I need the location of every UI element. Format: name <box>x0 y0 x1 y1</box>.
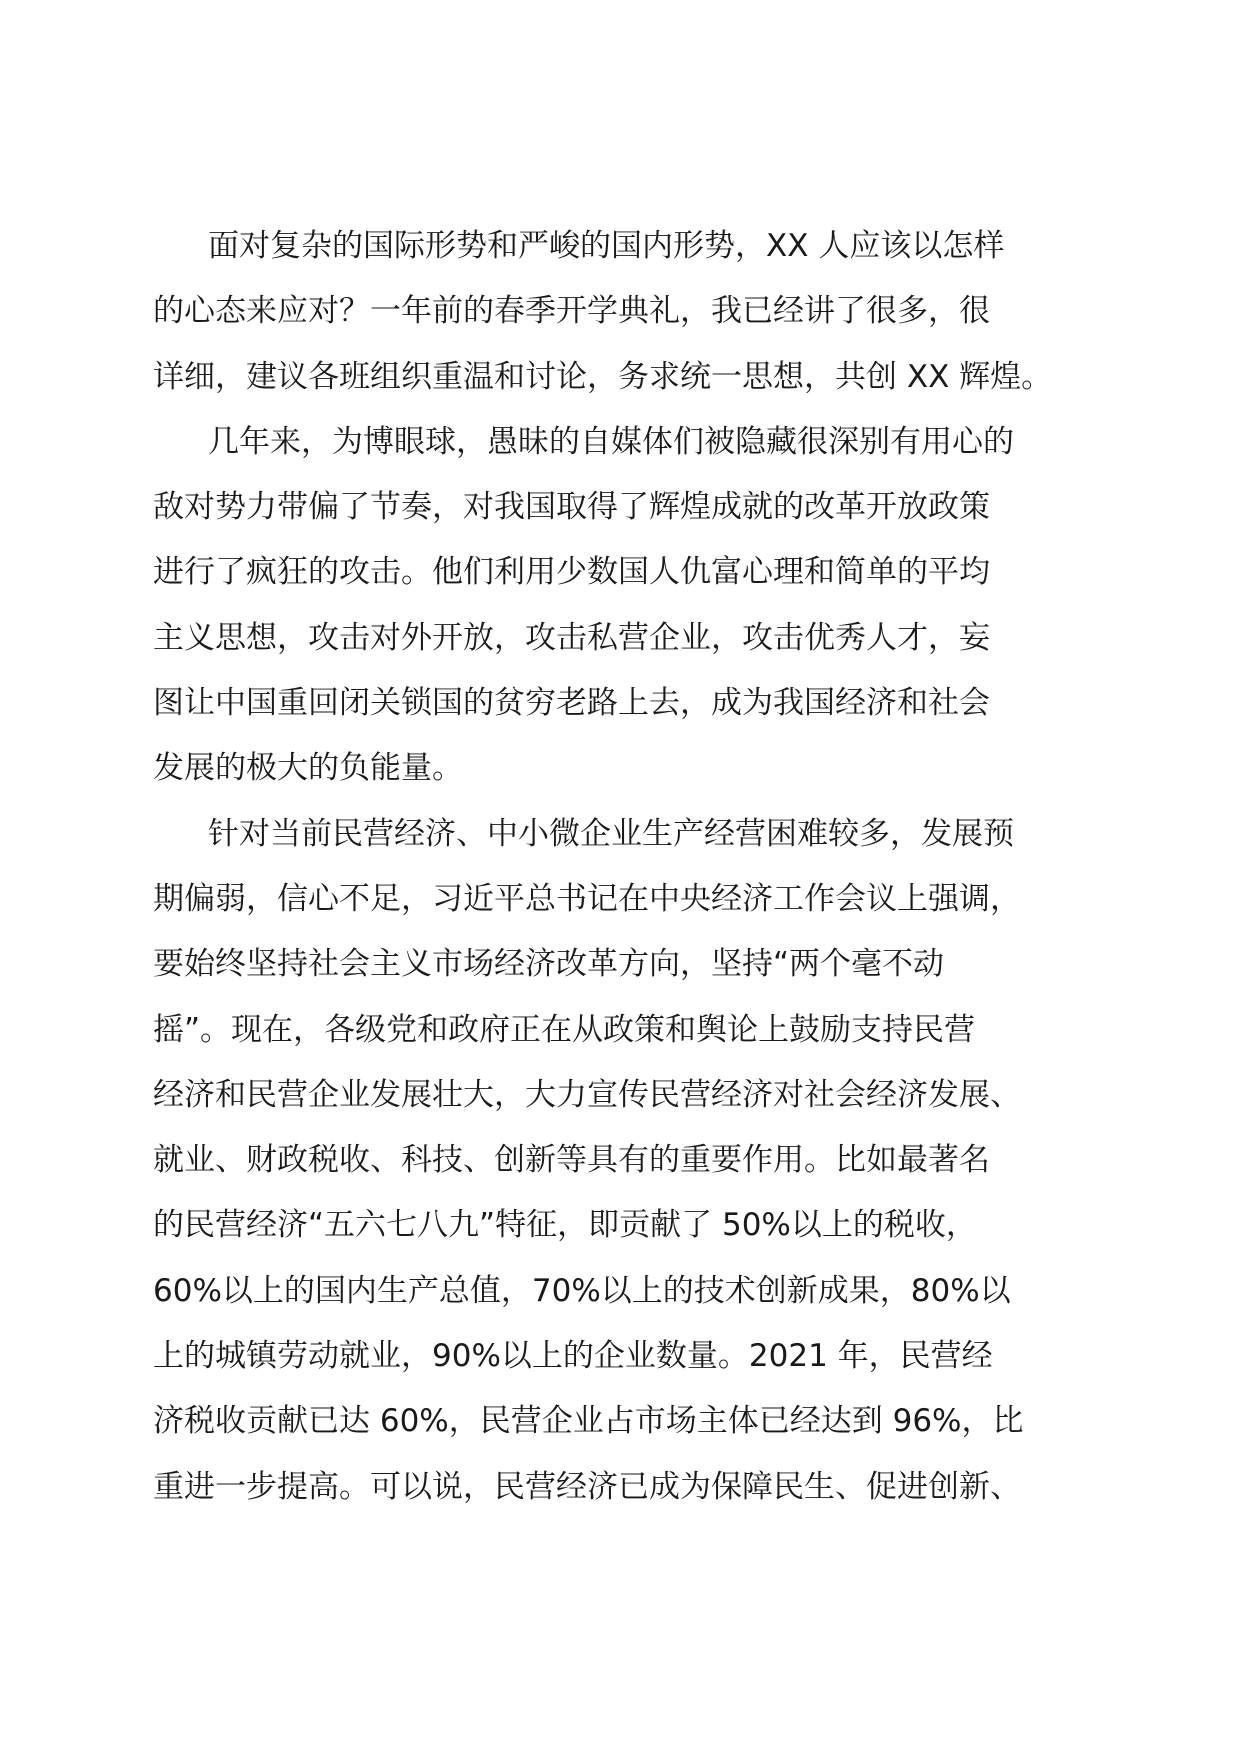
text-line: 的心态来应对？一年前的春季开学典礼，我已经讲了很多，很 <box>153 293 990 330</box>
paragraph-2 <box>153 410 1113 802</box>
text-line: 几年来，为博眼球，愚昧的自媒体们被隐藏很深别有用心的 <box>208 423 1014 460</box>
paragraph-3 <box>153 802 1113 1520</box>
text-line: 主义思想，攻击对外开放，攻击私营企业，攻击优秀人才，妄 <box>153 619 990 656</box>
text-line: 摇”。现在，各级党和政府正在从政策和舆论上鼓励支持民营 <box>153 1011 976 1048</box>
text-line: 上的城镇劳动就业，90%以上的企业数量。2021 年，民营经 <box>153 1338 993 1375</box>
text-line: 重进一步提高。可以说，民营经济已成为保障民生、促进创新、 <box>153 1468 1021 1505</box>
text-line: 期偏弱，信心不足，习近平总书记在中央经济工作会议上强调， <box>153 880 1021 917</box>
text-line: 60%以上的国内生产总值，70%以上的技术创新成果，80%以 <box>153 1272 1011 1309</box>
text-line: 敌对势力带偏了节奏，对我国取得了辉煌成就的改革开放政策 <box>153 489 990 526</box>
text-line: 详细，建议各班组织重温和讨论，务求统一思想，共创 XX 辉煌。 <box>153 358 1053 395</box>
text-line: 的民营经济“五六七八九”特征，即贡献了 50%以上的税收， <box>153 1207 977 1244</box>
text-line: 要始终坚持社会主义市场经济改革方向，坚持“两个毫不动 <box>153 946 945 983</box>
text-line: 面对复杂的国际形势和严峻的国内形势，XX 人应该以怎样 <box>208 228 1005 264</box>
text-line: 济税收贡献已达 60%，民营企业占市场主体已经达到 96%，比 <box>153 1403 1024 1440</box>
text-line: 针对当前民营经济、中小微企业生产经营困难较多，发展预 <box>208 815 1014 852</box>
document-body <box>153 214 1113 1520</box>
text-line: 就业、财政税收、科技、创新等具有的重要作用。比如最著名 <box>153 1142 990 1179</box>
text-line: 图让中国重回闭关锁国的贫穷老路上去，成为我国经济和社会 <box>153 685 990 722</box>
text-line: 进行了疯狂的攻击。他们利用少数国人仇富心理和简单的平均 <box>153 554 990 591</box>
text-line: 经济和民营企业发展壮大，大力宣传民营经济对社会经济发展、 <box>153 1076 1021 1113</box>
paragraph-1 <box>153 214 1113 410</box>
text-line: 发展的极大的负能量。 <box>153 750 463 787</box>
